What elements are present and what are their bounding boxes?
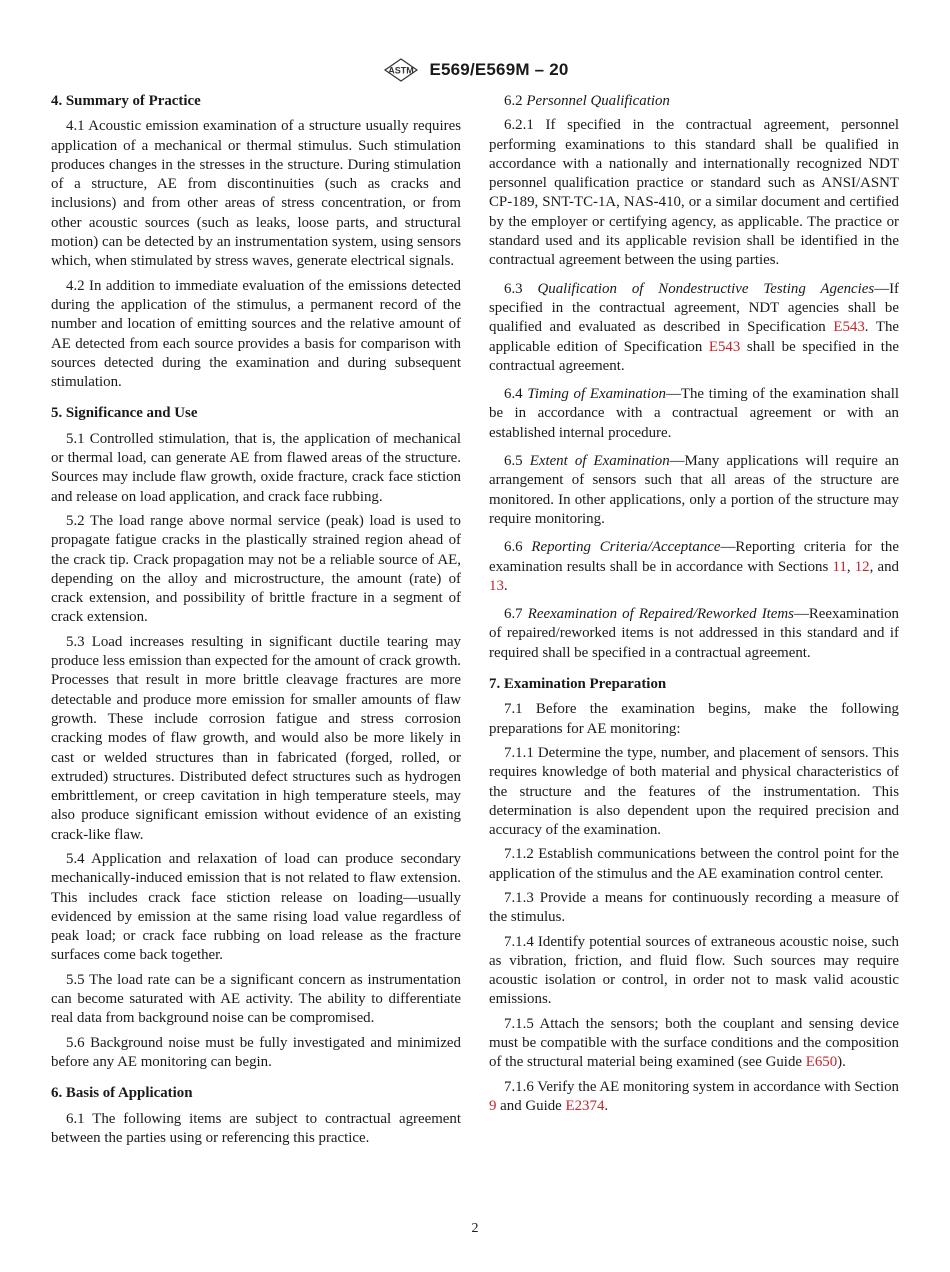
section-4-heading: 4. Summary of Practice	[51, 93, 201, 109]
ref-e650-link[interactable]: E650	[805, 1054, 838, 1071]
ref-section-11-link[interactable]: 11	[832, 558, 847, 575]
para-5-3: 5.3 Load increases resulting in significant ductile tearing may produce less emission than expected for the amount of crack growth. Processes that result in more brittle cleavage fractures are more detectable and produce more emission for smaller amounts of flaw growth. These include corrosion fatigue and stress corrosion cracking modes of flaw growth, and would also be more likely in cast or welded structures than in fabricated (forged, rolled, or extruded) structures. Distributed defect structures such as hydrogen embrittlement, or creep cavitation in high temperature steels, may also produce significant emission without evidence of an existing crack-like flaw.	[51, 633, 461, 843]
para-6-4: 6.4 Timing of Examination—The timing of the examination shall be in accordance with a contractual agreement or with an established internal procedure.	[489, 386, 899, 441]
para-6-1: 6.1 The following items are subject to contractual agreement between the parties using or referencing this practice.	[51, 1110, 461, 1146]
para-6-2-1: 6.2.1 If specified in the contractual agreement, personnel performing examinations to this standard shall be qualified in accordance with a nationally and internationally recognized NDT personnel qualification practice or standard such as ANSI/ASNT CP-189, SNT-TC-1A, NAS-410, or a similar document and certified by the employer or certifying agency, as applicable. The practice or standard used and its applicable revision shall be identified in the contractual agreement between the using parties.	[489, 117, 899, 269]
page-number: 2	[471, 1221, 479, 1236]
ref-e543-link[interactable]: E543	[708, 338, 741, 355]
para-6-7: 6.7 Reexamination of Repaired/Reworked Items—Reexamination of repaired/reworked items is not addressed in this standard and if required shall be specified in a contractual agreement.	[489, 606, 899, 661]
para-5-2: 5.2 The load range above normal service (peak) load is used to propagate fatigue cracks in the plastically strained region ahead of the crack tip. Crack propagation may not be a reliable source of AE, depending on the alloy and microstructure, the amount (rate) of crack extension, and possibility of brittle fracture in a segment of crack extension.	[51, 512, 461, 626]
para-6-2: 6.2 Personnel Qualification	[504, 93, 670, 109]
ref-section-12-link[interactable]: 12	[854, 558, 870, 575]
para-7-1-3: 7.1.3 Provide a means for continuously recording a measure of the stimulus.	[489, 889, 899, 926]
para-7-1-1: 7.1.1 Determine the type, number, and placement of sensors. This requires knowledge of both material and physical characteristics of the structure and the features of the instrumentation. This determination is also dependent upon the required precision and accuracy of the examination.	[489, 744, 899, 839]
para-7-1-5: 7.1.5 Attach the sensors; both the couplant and sensing device must be compatible with the surface conditions and the composition of the structural material being examined (see Guide E650).	[489, 1015, 899, 1071]
ref-e543-link[interactable]: E543	[833, 319, 865, 336]
section-7-heading: 7. Examination Preparation	[489, 676, 667, 693]
ref-section-9-link[interactable]: 9	[489, 1097, 497, 1114]
para-7-1: 7.1 Before the examination begins, make the following preparations for AE monitoring:	[489, 701, 899, 737]
ref-section-13-link[interactable]: 13	[489, 577, 504, 594]
para-5-5: 5.5 The load rate can be a significant concern as instrumentation can become saturated with AE activity. The ability to differentiate real data from background noise can be compromised.	[51, 971, 461, 1027]
para-4-2: 4.2 In addition to immediate evaluation of the emissions detected during the application of the stimulus, a permanent record of the number and location of emitting sources and the relative amount of AE detected from each source provides a basis for comparison with sources detected during the examination and during subsequent stimulation.	[51, 277, 461, 391]
para-5-1: 5.1 Controlled stimulation, that is, the application of mechanical or thermal load, can generate AE from flawed areas of the structure. Sources may include flaw growth, oxide fracture, crack face stiction and release on load application, and crack face rubbing.	[51, 430, 461, 505]
section-5-heading: 5. Significance and Use	[51, 405, 198, 422]
astm-logo-icon	[381, 58, 421, 82]
left-column	[51, 92, 461, 1153]
section-6-heading: 6. Basis of Application	[51, 1085, 193, 1102]
para-7-1-6: 7.1.6 Verify the AE monitoring system in accordance with Section 9 and Guide E2374.	[489, 1078, 899, 1114]
ref-e2374-link[interactable]: E2374	[565, 1097, 605, 1114]
para-5-6: 5.6 Background noise must be fully investigated and minimized before any AE monitoring can begin.	[51, 1034, 461, 1070]
para-7-1-4: 7.1.4 Identify potential sources of extraneous acoustic noise, such as vibration, friction, and fluid flow. Such sources may require acoustic isolation or control, in order not to mask valid acoustic emissions.	[489, 933, 899, 1008]
right-column	[489, 92, 899, 1121]
standard-designation: E569/E569M – 20	[429, 60, 569, 79]
para-6-2-title: Personnel Qualification	[526, 93, 670, 109]
para-6-6: 6.6 Reporting Criteria/Acceptance—Reporting criteria for the examination results shall be in accordance with Sections 11, 12, and 13.	[489, 539, 899, 594]
para-5-4: 5.4 Application and relaxation of load can produce secondary mechanically-induced emission that is not related to flaw extension. This includes crack face stiction release on loading—usually evidenced by emission at the same rising load value regardless of peak load; or crack face rubbing on load release as the fracture surfaces come back together.	[51, 850, 461, 964]
page-header	[0, 57, 950, 83]
para-6-5: 6.5 Extent of Examination—Many applications will require an arrangement of sensors such that all areas of the structure are monitored. In other applications, only a portion of the structure may require monitoring.	[489, 453, 899, 527]
para-4-1: 4.1 Acoustic emission examination of a structure usually requires application of a mechanical or thermal stimulus. Such stimulation produces changes in the stresses in the structure. During stimulation of a structure, AE from discontinuities (such as cracks and inclusions) and from other areas of stress concentration, or from other acoustic sources (such as leaks, loose parts, and structural motion) can be detected by an instrumentation system, using sensors which, when stimulated by stress waves, generate electrical signals.	[51, 118, 461, 270]
para-6-3: 6.3 Qualification of Nondestructive Testing Agencies—If specified in the contractual agreement, NDT agencies shall be qualified and evaluated as described in Specification E543. The applicable edition of Specification E543 shall be specified in the contractual agreement.	[489, 280, 899, 374]
para-7-1-2: 7.1.2 Establish communications between the control point for the application of the stimulus and the AE examination control center.	[489, 846, 899, 882]
logo-text: ASTM	[388, 65, 415, 76]
